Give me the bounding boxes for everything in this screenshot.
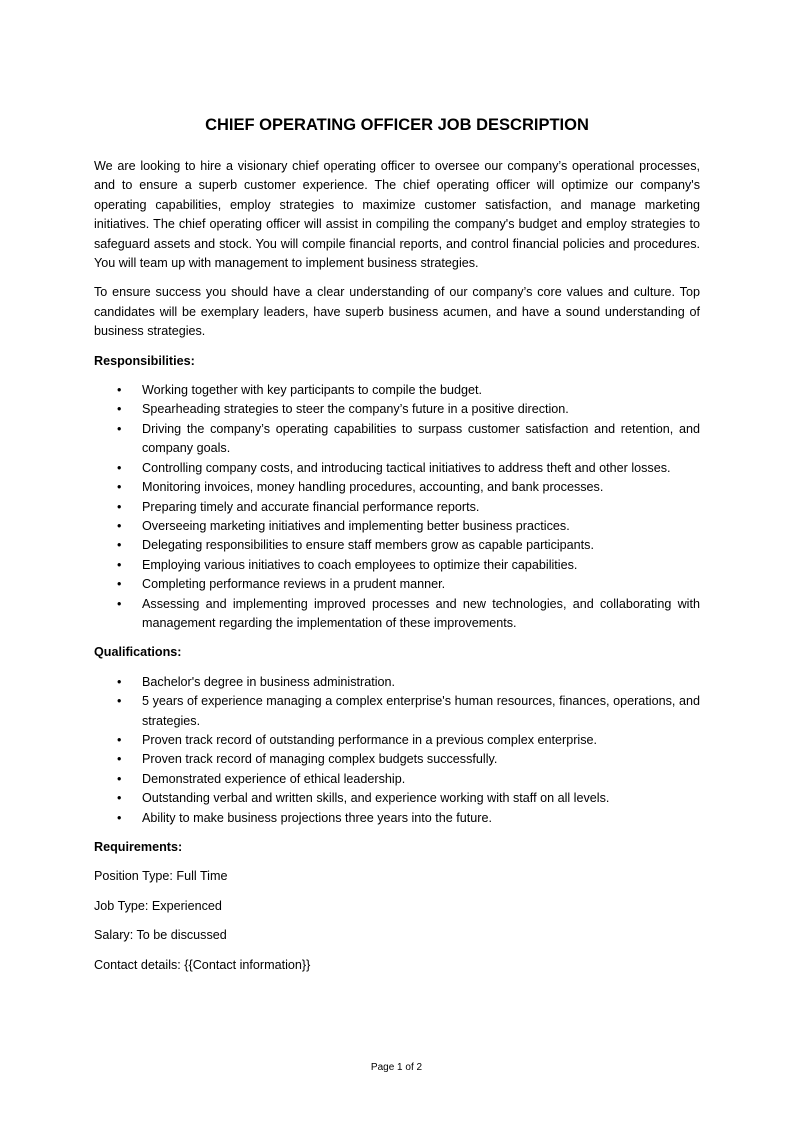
bullet-glyph: • bbox=[117, 402, 122, 417]
bullet-glyph: • bbox=[117, 383, 122, 398]
list-item-text: Working together with key participants to compile the budget. bbox=[142, 383, 482, 398]
list-item-text: Assessing and implementing improved processes and new technologies, and collaborating with management regarding the implementation of these improvements. bbox=[142, 596, 700, 630]
list-item-text: Controlling company costs, and introducing tactical initiatives to address theft and other losses. bbox=[142, 460, 671, 475]
list-item bbox=[94, 789, 700, 808]
list-item bbox=[94, 770, 700, 789]
list-item bbox=[94, 556, 700, 575]
list-item bbox=[94, 673, 700, 692]
list-item bbox=[94, 809, 700, 828]
bullet-glyph: • bbox=[117, 674, 122, 689]
bullet-glyph: • bbox=[117, 752, 122, 767]
list-item-text: Spearheading strategies to steer the company’s future in a positive direction. bbox=[142, 402, 569, 417]
list-item bbox=[94, 750, 700, 769]
position-type: Position Type: Full Time bbox=[94, 869, 228, 884]
list-item-text: Overseeing marketing initiatives and implementing better business practices. bbox=[142, 518, 570, 533]
list-item-text: Proven track record of outstanding performance in a previous complex enterprise. bbox=[142, 732, 598, 747]
bullet-glyph: • bbox=[117, 791, 122, 806]
list-item bbox=[94, 381, 700, 400]
bullet-glyph: • bbox=[117, 499, 122, 514]
list-item-text: Preparing timely and accurate financial performance reports. bbox=[142, 499, 480, 514]
list-item-text: Demonstrated experience of ethical leadership. bbox=[142, 771, 406, 786]
intro-paragraph: We are looking to hire a visionary chief operating officer to oversee our company’s operational processes, and to ensure a superb customer experience. The chief operating officer will optimize our company's operating capabilities, employ strategies to maximize customer satisfaction, and manage marketing initiatives. The chief operating officer will assist in compiling the company's budget and employ strategies to safeguard assets and stock. You will compile financial reports, and control financial policies and procedures. You will team up with management to implement business strategies. bbox=[94, 159, 700, 271]
list-item-text: Bachelor's degree in business administration. bbox=[142, 674, 396, 689]
job-type: Job Type: Experienced bbox=[94, 898, 222, 913]
document-body bbox=[94, 157, 700, 985]
bullet-glyph: • bbox=[117, 596, 122, 611]
bullet-glyph: • bbox=[117, 538, 122, 553]
list-item bbox=[94, 731, 700, 750]
list-item-text: Employing various initiatives to coach employees to optimize their capabilities. bbox=[142, 557, 578, 572]
list-item bbox=[94, 517, 700, 536]
bullet-glyph: • bbox=[117, 421, 122, 436]
bullet-glyph: • bbox=[117, 694, 122, 709]
qualifications-list bbox=[94, 673, 700, 828]
list-item-text: 5 years of experience managing a complex enterprise's human resources, finances, operations, and strategies. bbox=[142, 694, 700, 728]
document-title: CHIEF OPERATING OFFICER JOB DESCRIPTION bbox=[205, 116, 589, 134]
salary: Salary: To be discussed bbox=[94, 928, 227, 943]
list-item-text: Driving the company’s operating capabilities to surpass customer satisfaction and retention, and company goals. bbox=[142, 421, 700, 456]
list-item bbox=[94, 575, 700, 594]
list-item bbox=[94, 459, 700, 478]
list-item bbox=[94, 692, 700, 731]
list-item-text: Completing performance reviews in a prudent manner. bbox=[142, 577, 446, 592]
bullet-glyph: • bbox=[117, 557, 122, 572]
responsibilities-list bbox=[94, 381, 700, 633]
page-footer: Page 1 of 2 bbox=[370, 1062, 423, 1073]
list-item-text: Ability to make business projections three years into the future. bbox=[142, 810, 493, 825]
requirements-heading: Requirements: bbox=[94, 840, 183, 854]
list-item bbox=[94, 595, 700, 634]
list-item bbox=[94, 498, 700, 517]
bullet-glyph: • bbox=[117, 771, 122, 786]
list-item bbox=[94, 478, 700, 497]
qualifications-heading: Qualifications: bbox=[94, 645, 182, 660]
list-item-text: Monitoring invoices, money handling procedures, accounting, and bank processes. bbox=[142, 480, 604, 495]
bullet-glyph: • bbox=[117, 732, 122, 747]
contact-details: Contact details: {{Contact information}} bbox=[94, 957, 311, 972]
list-item-text: Delegating responsibilities to ensure staff members grow as capable participants. bbox=[142, 538, 594, 553]
list-item bbox=[94, 420, 700, 459]
intro-paragraph: To ensure success you should have a clear understanding of our company’s core values and culture. Top candidates will be exemplary leaders, have superb business acumen, and have a sound understanding of business strategies. bbox=[94, 285, 700, 339]
list-item bbox=[94, 536, 700, 555]
bullet-glyph: • bbox=[117, 810, 122, 825]
bullet-glyph: • bbox=[117, 518, 122, 533]
list-item-text: Proven track record of managing complex budgets successfully. bbox=[142, 752, 498, 767]
bullet-glyph: • bbox=[117, 480, 122, 495]
bullet-glyph: • bbox=[117, 460, 122, 475]
responsibilities-heading: Responsibilities: bbox=[94, 353, 195, 368]
list-item-text: Outstanding verbal and written skills, and experience working with staff on all levels. bbox=[142, 791, 610, 806]
bullet-glyph: • bbox=[117, 577, 122, 592]
list-item bbox=[94, 400, 700, 419]
